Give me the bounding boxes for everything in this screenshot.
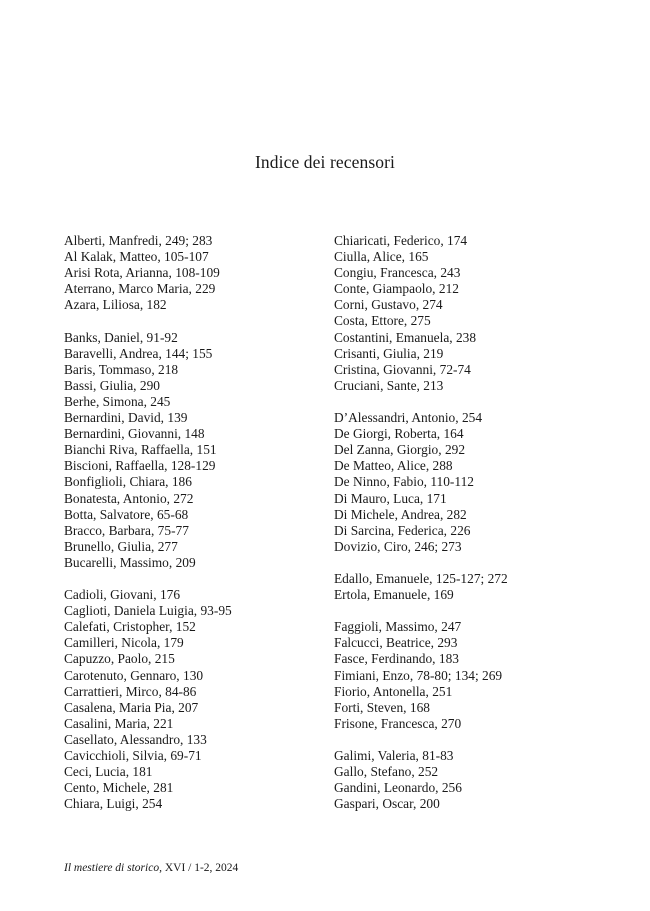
index-entry: Botta, Salvatore, 65-68	[64, 506, 189, 522]
index-entry: De Matteo, Alice, 288	[334, 458, 453, 474]
index-entry: Di Mauro, Luca, 171	[334, 490, 447, 506]
index-entry: Ciulla, Alice, 165	[334, 249, 429, 265]
page-footer	[64, 862, 238, 874]
index-entry: Brunello, Giulia, 277	[64, 538, 178, 554]
index-entry: Cavicchioli, Silvia, 69-71	[64, 748, 202, 763]
index-entry: Bernardini, David, 139	[64, 410, 188, 426]
index-entry: Gaspari, Oscar, 200	[334, 796, 440, 812]
index-entry: Capuzzo, Paolo, 215	[64, 651, 175, 667]
index-entry: De Giorgi, Roberta, 164	[334, 426, 464, 442]
index-entry: Costantini, Emanuela, 238	[334, 329, 477, 345]
index-entry: Biscioni, Raffaella, 128-129	[64, 458, 216, 474]
index-entry: Carotenuto, Gennaro, 130	[64, 667, 204, 683]
index-entry: Aterrano, Marco Maria, 229	[64, 281, 216, 297]
index-entry: Conte, Giampaolo, 212	[334, 281, 459, 297]
index-entry: Falcucci, Beatrice, 293	[334, 635, 458, 651]
index-entry: Arisi Rota, Arianna, 108-109	[64, 265, 220, 281]
index-entry: Bonatesta, Antonio, 272	[64, 490, 194, 506]
index-entry: Costa, Ettore, 275	[334, 313, 431, 329]
page-title: Indice dei recensori	[255, 152, 395, 172]
footer-issue: XVI / 1-2, 2024	[161, 862, 239, 874]
index-entry: Casalena, Maria Pia, 207	[64, 699, 199, 715]
index-entry: Bianchi Riva, Raffaella, 151	[64, 442, 217, 458]
index-entry: Di Sarcina, Federica, 226	[334, 522, 471, 538]
index-entry: Fiorio, Antonella, 251	[334, 683, 453, 699]
index-entry: Gallo, Stefano, 252	[334, 764, 439, 780]
index-entry: Cadioli, Giovani, 176	[64, 587, 181, 603]
index-entry: Calefati, Cristopher, 152	[64, 619, 196, 635]
index-letter-group	[334, 619, 594, 732]
index-entry: Faggioli, Massimo, 247	[334, 619, 462, 635]
index-entry: Baris, Tommaso, 218	[64, 361, 179, 377]
index-entry: Edallo, Emanuele, 125-127; 272	[334, 570, 508, 586]
index-letter-group	[64, 587, 314, 812]
index-column-right	[334, 233, 594, 828]
index-entry: Corni, Gustavo, 274	[334, 297, 443, 313]
index-entry: Congiu, Francesca, 243	[334, 265, 461, 281]
index-entry: Carrattieri, Mirco, 84-86	[64, 683, 197, 699]
index-entry: Camilleri, Nicola, 179	[64, 635, 184, 651]
index-entry: Bucarelli, Massimo, 209	[64, 554, 196, 570]
index-entry: Di Michele, Andrea, 282	[334, 506, 467, 522]
index-entry: Alberti, Manfredi, 249; 283	[64, 233, 213, 248]
index-entry: Chiara, Luigi, 254	[64, 796, 163, 812]
index-entry: Bassi, Giulia, 290	[64, 377, 160, 393]
index-letter-group	[334, 571, 594, 603]
index-entry: Ceci, Lucia, 181	[64, 764, 153, 780]
index-letter-group	[334, 410, 594, 555]
index-entry: Forti, Steven, 168	[334, 699, 430, 715]
index-entry: Bernardini, Giovanni, 148	[64, 426, 205, 442]
index-entry: Ertola, Emanuele, 169	[334, 587, 454, 603]
index-letter-group	[334, 233, 594, 394]
index-letter-group	[64, 330, 314, 571]
index-entry: Dovizio, Ciro, 246; 273	[334, 538, 462, 554]
index-entry: Bonfiglioli, Chiara, 186	[64, 474, 192, 490]
index-column-left	[64, 233, 314, 828]
index-entry: Chiaricati, Federico, 174	[334, 233, 468, 248]
index-entry: Fasce, Ferdinando, 183	[334, 651, 459, 667]
index-entry: De Ninno, Fabio, 110-112	[334, 474, 474, 490]
index-entry: Caglioti, Daniela Luigia, 93-95	[64, 603, 232, 619]
index-letter-group	[334, 748, 594, 812]
index-entry: Crisanti, Giulia, 219	[334, 345, 444, 361]
index-entry: Galimi, Valeria, 81-83	[334, 748, 454, 763]
index-entry: Baravelli, Andrea, 144; 155	[64, 345, 213, 361]
index-entry: Al Kalak, Matteo, 105-107	[64, 249, 209, 265]
index-entry: Casellato, Alessandro, 133	[64, 731, 207, 747]
index-entry: Berhe, Simona, 245	[64, 393, 171, 409]
index-entry: Bracco, Barbara, 75-77	[64, 522, 189, 538]
index-entry: Frisone, Francesca, 270	[334, 715, 462, 731]
index-entry: Banks, Daniel, 91-92	[64, 329, 178, 345]
footer-journal-title: Il mestiere di storico,	[64, 862, 162, 874]
index-entry: D’Alessandri, Antonio, 254	[334, 410, 483, 426]
index-entry: Cruciani, Sante, 213	[334, 377, 444, 393]
index-entry: Del Zanna, Giorgio, 292	[334, 442, 466, 458]
index-entry: Gandini, Leonardo, 256	[334, 780, 462, 796]
index-entry: Cristina, Giovanni, 72-74	[334, 361, 471, 377]
index-entry: Cento, Michele, 281	[64, 780, 174, 796]
index-letter-group	[64, 233, 314, 313]
index-entry: Casalini, Maria, 221	[64, 715, 174, 731]
index-entry: Fimiani, Enzo, 78-80; 134; 269	[334, 667, 503, 683]
index-entry: Azara, Liliosa, 182	[64, 297, 167, 313]
